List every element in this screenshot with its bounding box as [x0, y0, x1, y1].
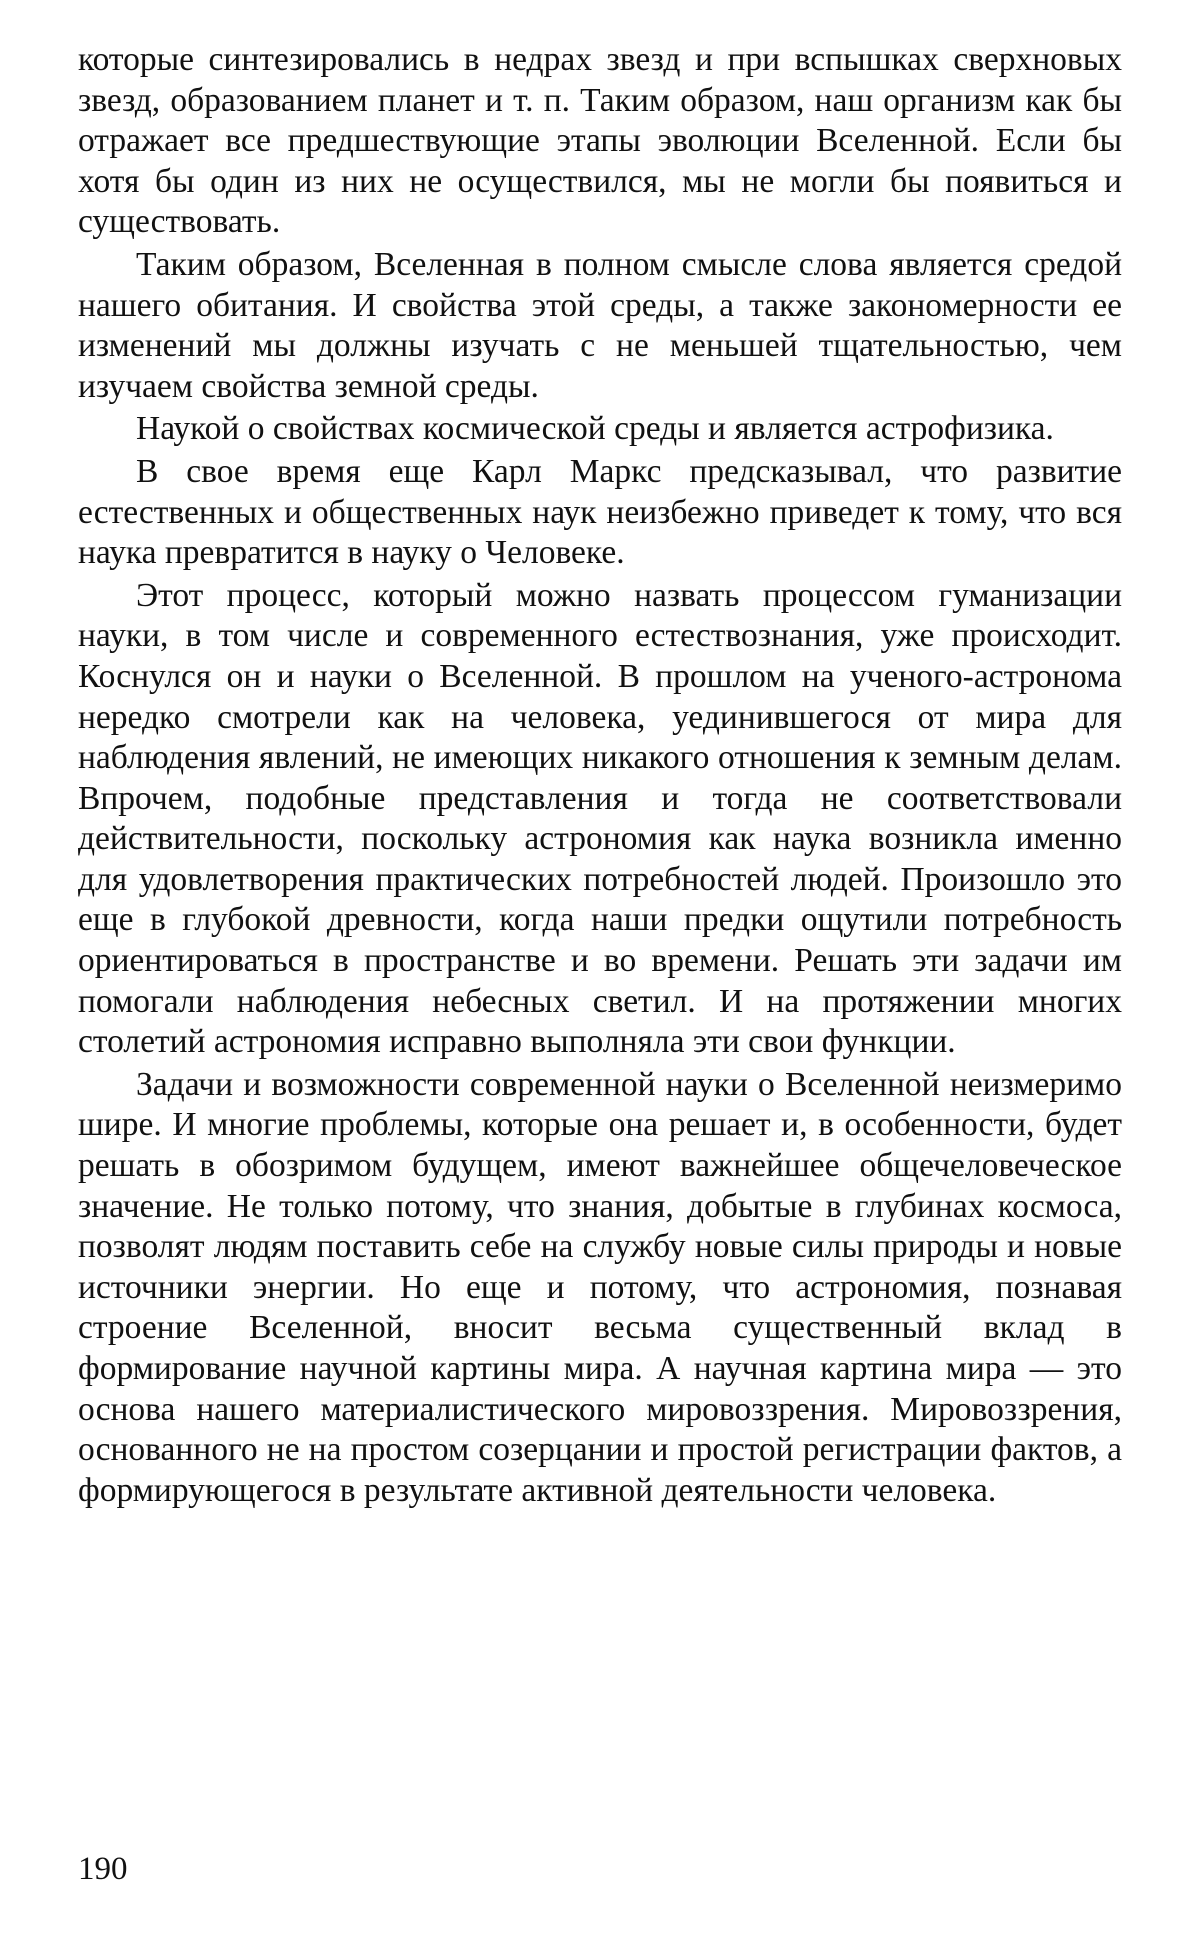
paragraph-6: Задачи и возможности современной науки о Вселенной неизмеримо шире. И многие проблемы, которые она решает и, в особенности, будет решать в обозримом будущем, имеют важнейшее общечеловеческое значение. Не только потому, что знания, добытые в глубинах космоса, позволят людям поставить себе на службу новые силы природы и новые источники энергии. Но еще и потому, что астрономия, познавая строение Вселенной, вносит весьма существенный вклад в формирование научной картины мира. А научная картина мира — это основа нашего материалистического мировоззрения. Мировоззрения, основанного не на простом созерцании и простой регистрации фактов, а формирующегося в результате активной деятельности человека.: [78, 1065, 1122, 1509]
paragraph-3: Наукой о свойствах космической среды и является астрофизика.: [136, 410, 1054, 448]
paragraph-4: В свое время еще Карл Маркс предсказывал, что развитие естественных и общественных наук неизбежно приведет к тому, что вся наука превратится в науку о Человеке.: [78, 452, 1122, 572]
paragraph-1: которые синтезировались в недрах звезд и при вспышках сверхновых звезд, образованием планет и т. п. Таким образом, наш организм как бы отражает все предшествующие этапы эволюции Вселенной. Если бы хотя бы один из них не осуществился, мы не могли бы появиться и существовать.: [78, 41, 1122, 241]
paragraph-5: Этот процесс, который можно назвать процессом гуманизации науки, в том числе и современного естествознания, уже происходит. Коснулся он и науки о Вселенной. В прошлом на ученого-астронома нередко смотрели как на человека, уединившегося от мира для наблюдения явлений, не имеющих никакого отношения к земным делам. Впрочем, подобные представления и тогда не соответствовали действительности, поскольку астрономия как наука возникла именно для удовлетворения практических потребностей людей. Произошло это еще в глубокой древности, когда наши предки ощутили потребность ориентироваться в пространстве и во времени. Решать эти задачи им помогали наблюдения небесных светил. И на протяжении многих столетий астрономия исправно выполняла эти свои функции.: [78, 576, 1122, 1061]
paragraph-2: Таким образом, Вселенная в полном смысле слова является средой нашего обитания. И свойства этой среды, а также закономерности ее изменений мы должны изучать с не меньшей тщательностью, чем изучаем свойства земной среды.: [78, 245, 1122, 405]
page-number: 190: [78, 1851, 128, 1887]
page-body: [78, 40, 1122, 1511]
